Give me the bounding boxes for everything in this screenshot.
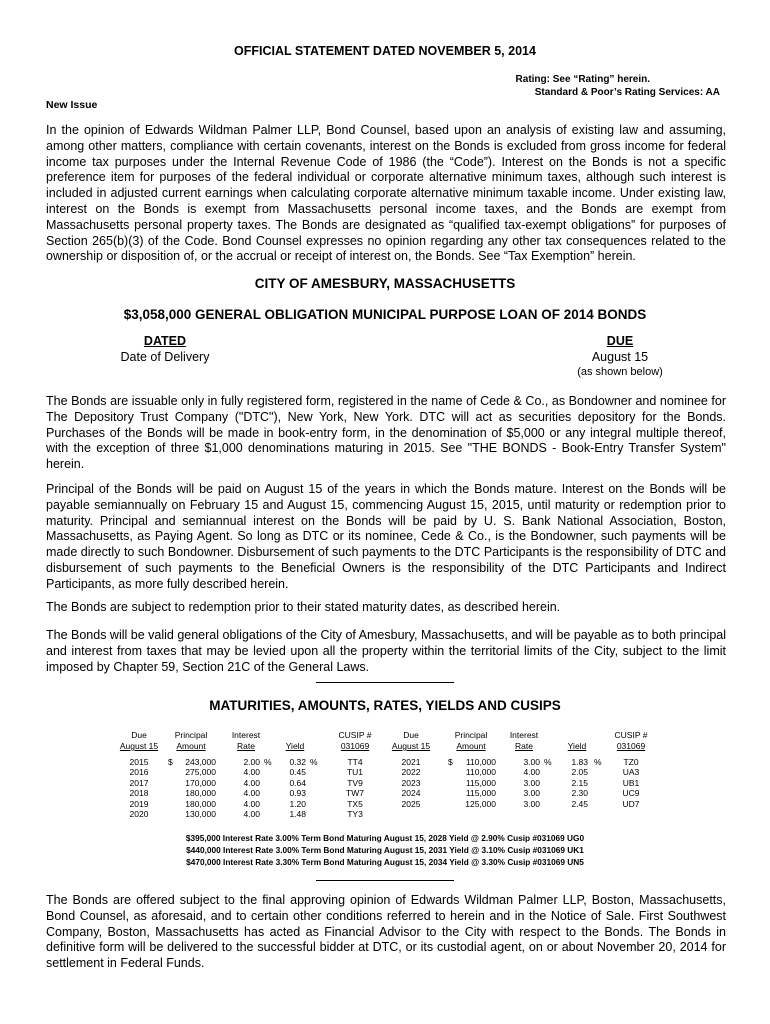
table-cell: 3.00 [523,757,540,767]
right-years-column [386,757,436,809]
table-cell: 275,000 [185,767,216,778]
percent-spacer [310,788,320,798]
term-bond-2028: $395,000 Interest Rate 3.00% Term Bond Maturing August 15, 2028 Yield @ 2.90% Cusip #031069 UG0 [185,833,585,843]
table-cell: UB1 [622,777,640,788]
left-dollar-sign [168,757,178,767]
table-cell: 0.64 [289,777,306,788]
left-yield-percent-sign [310,757,320,819]
dollar-sign: $ [168,757,173,767]
header-rate: Rate [237,741,255,751]
header-due-date: August 15 [119,741,159,751]
header-due-date-right: August 15 [391,741,431,751]
table-cell: 4.00 [243,777,260,788]
left-rates-column [232,757,260,819]
table-cell: 2025 [401,798,421,809]
table-cell: 3.00 [523,788,540,799]
percent-spacer [310,778,320,788]
percent-spacer [594,799,604,809]
table-cell: 115,000 [465,777,496,788]
left-percent-sign [264,757,274,819]
header-cusip-base: 031069 [340,741,370,751]
table-cell: 4.00 [523,767,540,778]
table-cell: 2022 [401,767,421,778]
percent-spacer [310,767,320,777]
table-cell: 2020 [129,808,149,819]
rating-agency-line: Standard & Poor’s Rating Services: AA [534,87,720,98]
percent-spacer [264,809,274,819]
table-cell: 180,000 [185,788,216,799]
dated-label: DATED [143,334,187,348]
table-cell: 4.00 [243,798,260,809]
table-cell: 2018 [129,788,149,799]
header-yield-right: Yield [567,741,587,751]
due-label: DUE [606,334,634,348]
table-cell: 0.45 [289,767,306,778]
left-cusips-column [330,757,380,819]
percent-spacer [544,778,554,788]
table-cell: 130,000 [185,808,216,819]
percent-spacer [264,778,274,788]
percent-spacer [594,778,604,788]
table-cell: TW7 [346,788,364,799]
table-cell: 0.93 [289,788,306,799]
header-amount: Amount [176,741,206,751]
table-cell: 4.00 [243,808,260,819]
table-cell: UD7 [622,798,640,809]
table-cell: 3.00 [523,777,540,788]
divider-line [316,682,454,683]
percent-sign: % [544,757,552,767]
table-cell: 0.32 [289,757,306,767]
table-cell: 243,000 [185,757,216,767]
table-cell: TU1 [346,767,364,778]
security-paragraph: The Bonds will be valid general obligations of the City of Amesbury, Massachusetts, and will be payable as to both principal and interest from taxes that may be levied upon all the property within the territorial limits of the City, subject to the limit imposed by Chapter 59, Section 21C of the General Laws. [46,628,727,674]
table-cell: 2.45 [571,798,588,809]
table-cell: 1.20 [289,798,306,809]
header-due-right: Due [403,730,419,740]
percent-spacer [264,767,274,777]
header-amount-right: Amount [456,741,486,751]
table-cell: TZ0 [623,757,639,767]
dated-value: Date of Delivery [120,350,210,364]
table-cell: 110,000 [465,757,496,767]
table-cell: 1.83 [571,757,588,767]
header-cusip-right: CUSIP # [614,730,648,740]
table-cell: 2024 [401,788,421,799]
percent-spacer [544,788,554,798]
header-principal: Principal [174,730,208,740]
table-cell: TX5 [347,798,363,809]
table-cell: 2017 [129,777,149,788]
table-cell: 110,000 [465,767,496,778]
percent-spacer [310,809,320,819]
table-cell: 2021 [401,757,421,767]
percent-spacer [310,799,320,809]
table-cell: 2.30 [571,788,588,799]
right-amounts-column [458,757,496,809]
due-note: (as shown below) [577,366,663,378]
table-cell: 2.00 [243,757,260,767]
divider-line-bottom [316,880,454,881]
percent-sign: % [594,757,602,767]
offering-paragraph: The Bonds are offered subject to the final approving opinion of Edwards Wildman Palmer LLP, Boston, Massachusetts, Bond Counsel, as aforesaid, and to certain other conditions referred to herein and in the Notice of Sale. First Southwest Company, Boston, Massachusetts has acted as Financial Advisor to the City with respect to the Bonds. The Bonds in definitive form will be delivered to the successful bidder at DTC, or its custodial agent, on or about November 20, 2014 for settlement in Federal Funds. [46,893,726,971]
right-rates-column [512,757,540,809]
table-cell: 2023 [401,777,421,788]
header-rate-right: Rate [515,741,533,751]
percent-spacer [594,767,604,777]
maturities-title: MATURITIES, AMOUNTS, RATES, YIELDS AND CUSIPS [209,698,561,713]
term-bond-2034: $470,000 Interest Rate 3.30% Term Bond Maturing August 15, 2034 Yield @ 3.30% Cusip #031069 UN5 [186,857,584,867]
percent-spacer [264,788,274,798]
header-interest-right: Interest [509,730,539,740]
header-cusip-base-right: 031069 [616,741,646,751]
header-principal-right: Principal [454,730,488,740]
left-amounts-column [178,757,216,819]
issue-title: $3,058,000 GENERAL OBLIGATION MUNICIPAL PURPOSE LOAN OF 2014 BONDS [123,307,647,322]
percent-spacer [264,799,274,809]
table-cell: 125,000 [465,798,496,809]
left-years-column [114,757,164,819]
due-value: August 15 [591,350,649,364]
table-cell: TY3 [347,808,363,819]
rating-line: Rating: See “Rating” herein. [515,74,650,85]
table-cell: 2.05 [571,767,588,778]
registration-paragraph: The Bonds are issuable only in fully registered form, registered in the name of Cede & Co., as Bondowner and nominee for The Depository Trust Company ("DTC"), New York, New York. DTC will act as securities depository for the Bonds. Purchases of the Bonds will be made in book-entry form, in the denomination of $5,000 or any integral multiple thereof, with the exception of three $1,000 denominations maturing in 2015. See "THE BONDS - Book-Entry Transfer System" herein. [46,394,726,472]
percent-spacer [544,767,554,777]
right-percent-sign [544,757,554,809]
table-cell: UC9 [622,788,640,799]
issuer-name: CITY OF AMESBURY, MASSACHUSETTS [254,276,516,291]
table-cell: 180,000 [185,798,216,809]
table-cell: 170,000 [185,777,216,788]
tax-opinion-paragraph: In the opinion of Edwards Wildman Palmer LLP, Bond Counsel, based upon an analysis of existing law and assuming, among other matters, compliance with certain covenants, interest on the Bonds is excluded from gross income for federal income tax purposes under the Internal Revenue Code of 1986 (the “Code”). Interest on the Bonds is not a specific preference item for purposes of the federal individual or corporate alternative minimum taxes, although such interest is included in adjusted current earnings when calculating corporate alternative minimum taxable income. Under existing law, interest on the Bonds is exempt from Massachusetts personal income taxes, and the Bonds are exempt from Massachusetts personal property taxes. The Bonds are designated as “qualified tax-exempt obligations” for purposes of Section 265(b)(3) of the Code. Bond Counsel expresses no opinion regarding any other tax consequences related to the ownership or disposition of, or the accrual or receipt of interest on, the Bonds. See “Tax Exemption” herein. [46,123,726,264]
new-issue-label: New Issue [46,99,98,111]
dollar-sign: $ [448,757,453,767]
table-cell: 4.00 [243,788,260,799]
right-yield-percent-sign [594,757,604,809]
table-cell: UA3 [622,767,640,778]
redemption-paragraph: The Bonds are subject to redemption prior to their stated maturity dates, as described herein. [46,600,561,614]
document-title: OFFICIAL STATEMENT DATED NOVEMBER 5, 2014 [234,44,536,58]
table-cell: 2019 [129,798,149,809]
right-yields-column [562,757,588,809]
percent-spacer [544,799,554,809]
header-due: Due [131,730,147,740]
term-bond-2031: $440,000 Interest Rate 3.00% Term Bond Maturing August 15, 2031 Yield @ 3.10% Cusip #031069 UK1 [186,845,584,855]
table-cell: 2016 [129,767,149,778]
percent-sign: % [264,757,272,767]
header-yield: Yield [285,741,305,751]
table-cell: 2015 [129,757,149,767]
payment-paragraph: Principal of the Bonds will be paid on August 15 of the years in which the Bonds mature. Interest on the Bonds will be payable semiannually on February 15 and August 15, commencing August 15, 2015, until maturity or redemption prior to maturity. Principal and semiannual interest on the Bonds will be paid by U. S. Bank National Association, Boston, Massachusetts, as Paying Agent. So long as DTC or its nominee, Cede & Co., is the Bondowner, such payments will be made directly to such Bondowner. Disbursement of such payments to the DTC Participants is the responsibility of DTC and disbursement of such payments to the Beneficial Owners is the responsibility of the DTC Participants and Indirect Participants, as more fully described herein. [46,482,726,591]
table-cell: 3.00 [523,798,540,809]
table-cell: TT4 [347,757,363,767]
header-cusip: CUSIP # [338,730,372,740]
right-cusips-column [606,757,656,809]
table-cell: TV9 [347,777,363,788]
right-dollar-sign [448,757,458,767]
table-cell: 2.15 [571,777,588,788]
table-cell: 1.48 [289,808,306,819]
table-cell: 4.00 [243,767,260,778]
table-cell: 115,000 [465,788,496,799]
percent-sign: % [310,757,318,767]
header-interest: Interest [231,730,261,740]
percent-spacer [594,788,604,798]
left-yields-column [280,757,306,819]
